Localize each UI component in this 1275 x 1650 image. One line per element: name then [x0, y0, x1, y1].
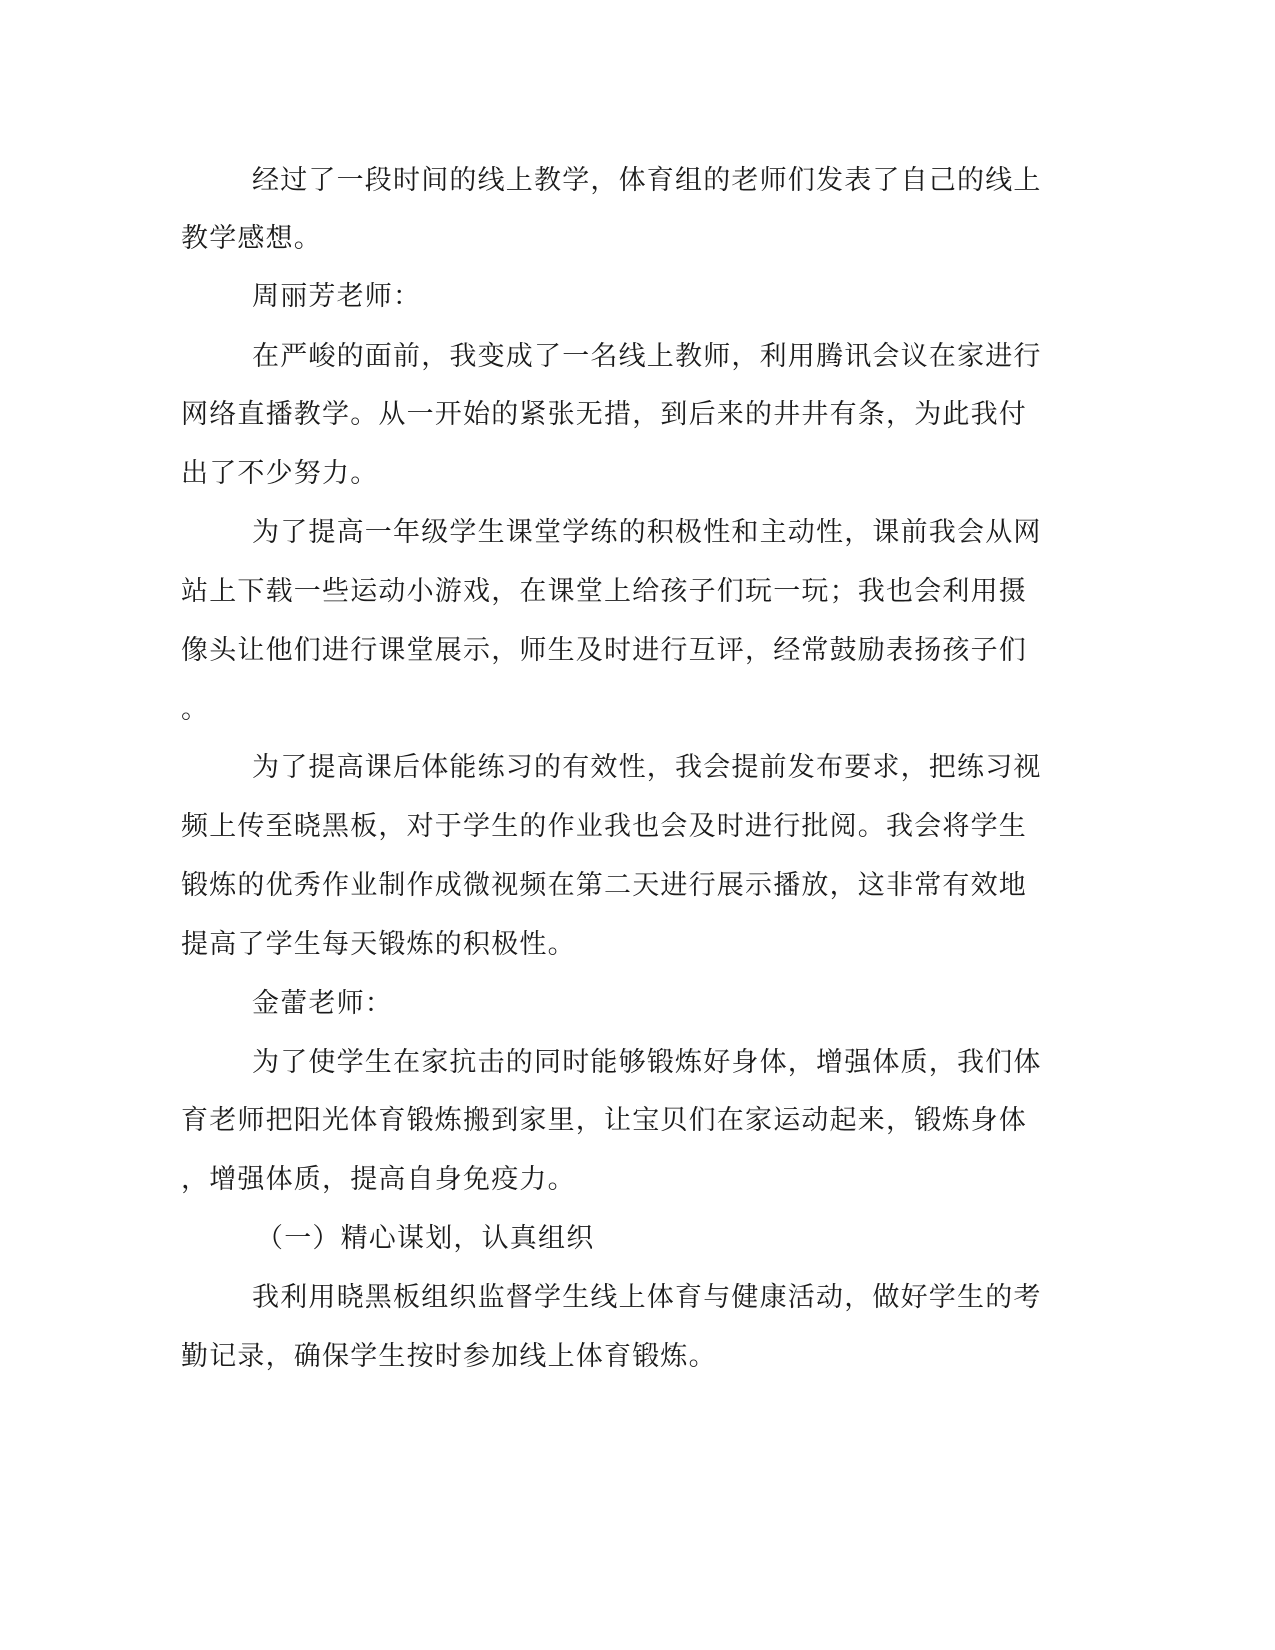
paragraph-4-line-1: 为了提高课后体能练习的有效性，我会提前发布要求，把练习视 [252, 752, 1042, 783]
paragraph-1-line-2: 教学感想。 [181, 223, 322, 254]
paragraph-2-line-1: 在严峻的面前，我变成了一名线上教师，利用腾讯会议在家进行 [252, 341, 1042, 372]
paragraph-4-line-4: 提高了学生每天锻炼的积极性。 [181, 929, 576, 960]
paragraph-4-line-3: 锻炼的优秀作业制作成微视频在第二天进行展示播放，这非常有效地 [181, 870, 1027, 901]
section-heading-1: （一）精心谋划，认真组织 [256, 1223, 595, 1254]
paragraph-6-line-1: 我利用晓黑板组织监督学生线上体育与健康活动，做好学生的考 [252, 1282, 1042, 1313]
paragraph-3-line-4: 。 [181, 694, 210, 725]
paragraph-5-line-3: ，增强体质，提高自身免疫力。 [181, 1164, 576, 1195]
speaker-heading-jin: 金蕾老师： [252, 988, 393, 1019]
paragraph-6-line-2: 勤记录，确保学生按时参加线上体育锻炼。 [181, 1341, 717, 1372]
paragraph-1-line-1: 经过了一段时间的线上教学，体育组的老师们发表了自己的线上 [252, 165, 1042, 196]
paragraph-2-line-2: 网络直播教学。从一开始的紧张无措，到后来的井井有条，为此我付 [181, 399, 1027, 430]
paragraph-3-line-1: 为了提高一年级学生课堂学练的积极性和主动性，课前我会从网 [252, 517, 1042, 548]
paragraph-2-line-3: 出了不少努力。 [181, 458, 379, 489]
paragraph-5-line-2: 育老师把阳光体育锻炼搬到家里，让宝贝们在家运动起来，锻炼身体 [181, 1105, 1027, 1136]
paragraph-5-line-1: 为了使学生在家抗击的同时能够锻炼好身体，增强体质，我们体 [252, 1047, 1042, 1078]
paragraph-3-line-3: 像头让他们进行课堂展示，师生及时进行互评，经常鼓励表扬孩子们 [181, 635, 1027, 666]
paragraph-4-line-2: 频上传至晓黑板，对于学生的作业我也会及时进行批阅。我会将学生 [181, 811, 1027, 842]
paragraph-3-line-2: 站上下载一些运动小游戏，在课堂上给孩子们玩一玩；我也会利用摄 [181, 576, 1027, 607]
speaker-heading-zhou: 周丽芳老师： [252, 281, 422, 312]
